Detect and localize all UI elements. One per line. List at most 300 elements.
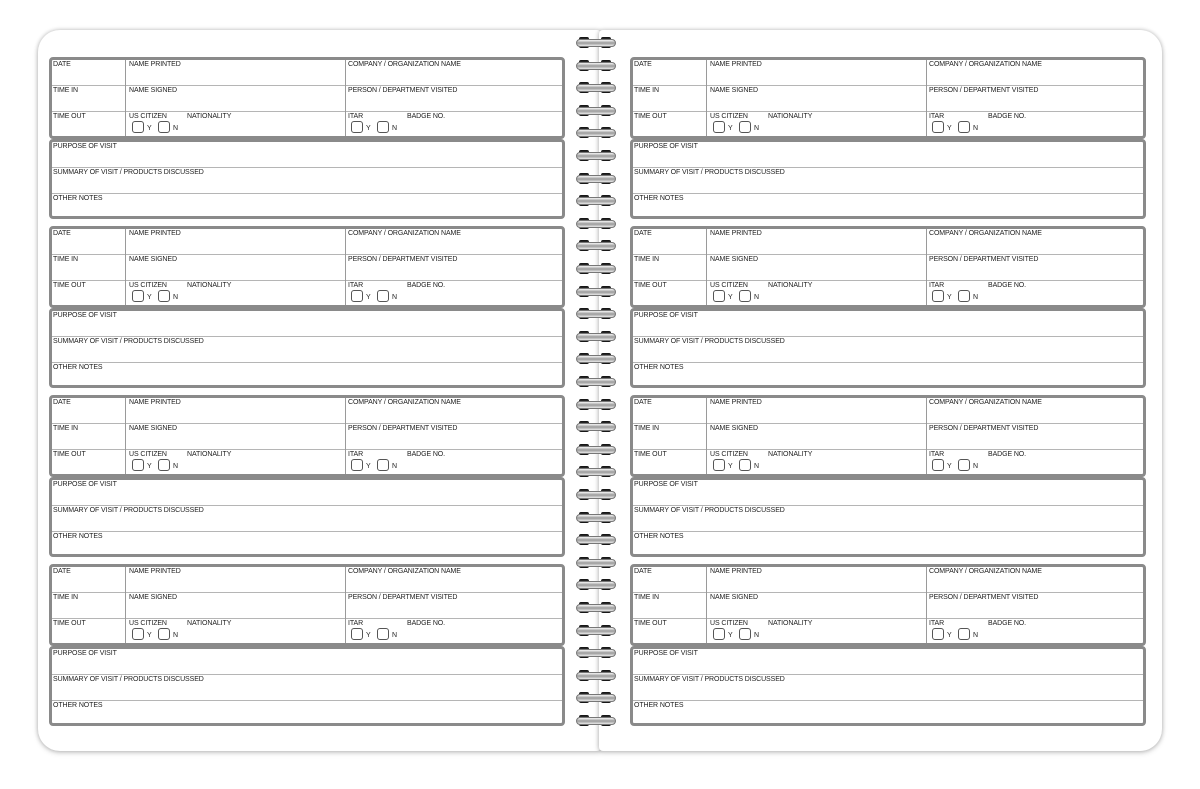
badge-number-label: BADGE NO.	[988, 620, 1026, 627]
company-label: COMPANY / ORGANIZATION NAME	[348, 230, 461, 237]
divider	[52, 449, 125, 450]
nationality-label: NATIONALITY	[768, 451, 813, 458]
divider	[633, 505, 1143, 506]
divider	[707, 449, 926, 450]
itar-label: ITAR	[348, 451, 364, 458]
us-citizen-no-label: N	[754, 632, 759, 639]
company-label: COMPANY / ORGANIZATION NAME	[929, 61, 1042, 68]
person-department-label: PERSON / DEPARTMENT VISITED	[929, 425, 1039, 432]
divider	[927, 449, 1143, 450]
us-citizen-label: US CITIZEN	[129, 620, 167, 627]
summary-of-visit-label: SUMMARY OF VISIT / PRODUCTS DISCUSSED	[53, 676, 204, 683]
divider	[633, 449, 706, 450]
company-label: COMPANY / ORGANIZATION NAME	[929, 568, 1042, 575]
person-department-label: PERSON / DEPARTMENT VISITED	[348, 594, 458, 601]
badge-number-label: BADGE NO.	[988, 113, 1026, 120]
time-out-label: TIME OUT	[634, 620, 667, 627]
date-label: DATE	[53, 61, 71, 68]
visitor-record-left-3	[49, 395, 565, 557]
divider	[706, 567, 707, 643]
divider	[926, 567, 927, 643]
divider	[927, 85, 1143, 86]
itar-label: ITAR	[929, 451, 945, 458]
us-citizen-no-checkbox[interactable]	[158, 121, 170, 133]
itar-no-label: N	[392, 125, 397, 132]
other-notes-label: OTHER NOTES	[53, 364, 103, 371]
divider	[52, 336, 562, 337]
divider	[346, 618, 562, 619]
divider	[345, 229, 346, 305]
divider	[125, 567, 126, 643]
us-citizen-no-checkbox[interactable]	[739, 121, 751, 133]
itar-label: ITAR	[929, 620, 945, 627]
divider	[633, 592, 706, 593]
name-signed-label: NAME SIGNED	[710, 425, 758, 432]
other-notes-label: OTHER NOTES	[53, 195, 103, 202]
time-in-label: TIME IN	[53, 594, 78, 601]
us-citizen-no-label: N	[173, 463, 178, 470]
us-citizen-no-label: N	[754, 463, 759, 470]
name-signed-label: NAME SIGNED	[710, 87, 758, 94]
divider	[926, 229, 927, 305]
spiral-coil	[576, 239, 614, 252]
us-citizen-yes-label: Y	[147, 125, 152, 132]
visitor-identity-section	[49, 57, 565, 139]
us-citizen-no-checkbox[interactable]	[739, 459, 751, 471]
divider	[126, 85, 345, 86]
visitor-identity-section	[630, 57, 1146, 139]
spiral-coil	[576, 285, 614, 298]
spiral-coil	[576, 194, 614, 207]
spiral-coil	[576, 691, 614, 704]
visitor-identity-section	[49, 395, 565, 477]
divider	[633, 423, 706, 424]
badge-number-label: BADGE NO.	[407, 282, 445, 289]
name-printed-label: NAME PRINTED	[129, 399, 181, 406]
time-in-label: TIME IN	[634, 256, 659, 263]
itar-no-checkbox[interactable]	[377, 290, 389, 302]
itar-yes-label: Y	[366, 294, 371, 301]
other-notes-label: OTHER NOTES	[634, 195, 684, 202]
itar-yes-checkbox[interactable]	[932, 628, 944, 640]
date-label: DATE	[53, 399, 71, 406]
itar-no-label: N	[392, 294, 397, 301]
divider	[52, 280, 125, 281]
itar-label: ITAR	[929, 282, 945, 289]
purpose-of-visit-label: PURPOSE OF VISIT	[53, 650, 117, 657]
spiral-coil	[576, 578, 614, 591]
time-in-label: TIME IN	[634, 425, 659, 432]
time-in-label: TIME IN	[53, 256, 78, 263]
itar-no-checkbox[interactable]	[377, 459, 389, 471]
itar-no-checkbox[interactable]	[958, 459, 970, 471]
other-notes-label: OTHER NOTES	[634, 364, 684, 371]
divider	[126, 254, 345, 255]
purpose-of-visit-label: PURPOSE OF VISIT	[53, 481, 117, 488]
purpose-of-visit-label: PURPOSE OF VISIT	[53, 312, 117, 319]
divider	[52, 674, 562, 675]
divider	[633, 362, 1143, 363]
us-citizen-no-label: N	[754, 125, 759, 132]
spiral-coil	[576, 104, 614, 117]
divider	[52, 362, 562, 363]
name-signed-label: NAME SIGNED	[129, 594, 177, 601]
us-citizen-label: US CITIZEN	[129, 113, 167, 120]
divider	[346, 449, 562, 450]
us-citizen-yes-label: Y	[728, 463, 733, 470]
spiral-coil	[576, 375, 614, 388]
us-citizen-no-checkbox[interactable]	[158, 628, 170, 640]
itar-no-checkbox[interactable]	[958, 628, 970, 640]
itar-label: ITAR	[348, 620, 364, 627]
spiral-coil	[576, 601, 614, 614]
visit-details-section	[630, 477, 1146, 557]
us-citizen-no-checkbox[interactable]	[158, 459, 170, 471]
badge-number-label: BADGE NO.	[407, 620, 445, 627]
us-citizen-yes-checkbox[interactable]	[132, 628, 144, 640]
nationality-label: NATIONALITY	[187, 451, 232, 458]
other-notes-label: OTHER NOTES	[634, 702, 684, 709]
us-citizen-yes-checkbox[interactable]	[132, 459, 144, 471]
nationality-label: NATIONALITY	[768, 620, 813, 627]
divider	[345, 60, 346, 136]
purpose-of-visit-label: PURPOSE OF VISIT	[634, 650, 698, 657]
nationality-label: NATIONALITY	[768, 282, 813, 289]
visitor-identity-section	[630, 564, 1146, 646]
divider	[126, 592, 345, 593]
divider	[706, 398, 707, 474]
visit-details-section	[630, 646, 1146, 726]
company-label: COMPANY / ORGANIZATION NAME	[348, 568, 461, 575]
date-label: DATE	[53, 568, 71, 575]
visit-details-section	[630, 308, 1146, 388]
spiral-coil	[576, 149, 614, 162]
itar-no-label: N	[973, 632, 978, 639]
itar-yes-label: Y	[947, 463, 952, 470]
summary-of-visit-label: SUMMARY OF VISIT / PRODUCTS DISCUSSED	[53, 169, 204, 176]
purpose-of-visit-label: PURPOSE OF VISIT	[634, 143, 698, 150]
divider	[52, 254, 125, 255]
divider	[926, 398, 927, 474]
divider	[52, 505, 562, 506]
divider	[52, 618, 125, 619]
itar-yes-checkbox[interactable]	[351, 290, 363, 302]
divider	[706, 229, 707, 305]
divider	[52, 531, 562, 532]
us-citizen-label: US CITIZEN	[710, 282, 748, 289]
visitor-record-right-2	[630, 226, 1146, 388]
purpose-of-visit-label: PURPOSE OF VISIT	[53, 143, 117, 150]
person-department-label: PERSON / DEPARTMENT VISITED	[929, 87, 1039, 94]
itar-yes-checkbox[interactable]	[351, 459, 363, 471]
divider	[126, 449, 345, 450]
time-out-label: TIME OUT	[634, 282, 667, 289]
time-out-label: TIME OUT	[53, 282, 86, 289]
spiral-coil	[576, 217, 614, 230]
purpose-of-visit-label: PURPOSE OF VISIT	[634, 312, 698, 319]
spiral-coil	[576, 352, 614, 365]
date-label: DATE	[53, 230, 71, 237]
itar-no-label: N	[973, 463, 978, 470]
us-citizen-no-label: N	[173, 294, 178, 301]
name-printed-label: NAME PRINTED	[129, 230, 181, 237]
divider	[52, 592, 125, 593]
badge-number-label: BADGE NO.	[407, 451, 445, 458]
time-out-label: TIME OUT	[634, 451, 667, 458]
company-label: COMPANY / ORGANIZATION NAME	[929, 399, 1042, 406]
name-printed-label: NAME PRINTED	[710, 61, 762, 68]
divider	[633, 85, 706, 86]
us-citizen-yes-label: Y	[728, 632, 733, 639]
visitor-record-right-3	[630, 395, 1146, 557]
itar-no-checkbox[interactable]	[958, 121, 970, 133]
summary-of-visit-label: SUMMARY OF VISIT / PRODUCTS DISCUSSED	[634, 507, 785, 514]
spiral-coil	[576, 81, 614, 94]
divider	[707, 618, 926, 619]
spiral-coil	[576, 262, 614, 275]
us-citizen-no-checkbox[interactable]	[739, 628, 751, 640]
summary-of-visit-label: SUMMARY OF VISIT / PRODUCTS DISCUSSED	[53, 338, 204, 345]
date-label: DATE	[634, 399, 652, 406]
divider	[707, 280, 926, 281]
visit-details-section	[49, 139, 565, 219]
divider	[346, 423, 562, 424]
company-label: COMPANY / ORGANIZATION NAME	[348, 399, 461, 406]
spiral-coil	[576, 669, 614, 682]
spiral-coil	[576, 714, 614, 727]
time-in-label: TIME IN	[634, 594, 659, 601]
divider	[707, 254, 926, 255]
visitor-identity-section	[630, 226, 1146, 308]
divider	[126, 618, 345, 619]
itar-label: ITAR	[348, 113, 364, 120]
us-citizen-no-checkbox[interactable]	[158, 290, 170, 302]
divider	[706, 60, 707, 136]
divider	[927, 618, 1143, 619]
summary-of-visit-label: SUMMARY OF VISIT / PRODUCTS DISCUSSED	[634, 338, 785, 345]
us-citizen-no-label: N	[173, 125, 178, 132]
us-citizen-yes-checkbox[interactable]	[132, 290, 144, 302]
spiral-coil	[576, 624, 614, 637]
us-citizen-yes-checkbox[interactable]	[713, 121, 725, 133]
purpose-of-visit-label: PURPOSE OF VISIT	[634, 481, 698, 488]
spiral-coil	[576, 126, 614, 139]
divider	[126, 111, 345, 112]
us-citizen-label: US CITIZEN	[129, 282, 167, 289]
itar-yes-checkbox[interactable]	[351, 121, 363, 133]
itar-yes-label: Y	[366, 463, 371, 470]
spiral-coil	[576, 488, 614, 501]
us-citizen-yes-label: Y	[147, 463, 152, 470]
us-citizen-yes-label: Y	[147, 294, 152, 301]
divider	[633, 700, 1143, 701]
visitor-record-left-4	[49, 564, 565, 726]
itar-no-checkbox[interactable]	[377, 121, 389, 133]
us-citizen-no-checkbox[interactable]	[739, 290, 751, 302]
person-department-label: PERSON / DEPARTMENT VISITED	[348, 425, 458, 432]
name-printed-label: NAME PRINTED	[129, 61, 181, 68]
divider	[633, 111, 706, 112]
itar-no-label: N	[973, 125, 978, 132]
visit-details-section	[630, 139, 1146, 219]
other-notes-label: OTHER NOTES	[634, 533, 684, 540]
divider	[707, 592, 926, 593]
visitor-record-right-1	[630, 57, 1146, 219]
divider	[707, 111, 926, 112]
us-citizen-label: US CITIZEN	[710, 113, 748, 120]
divider	[126, 280, 345, 281]
divider	[52, 700, 562, 701]
nationality-label: NATIONALITY	[187, 282, 232, 289]
itar-no-label: N	[392, 632, 397, 639]
time-in-label: TIME IN	[634, 87, 659, 94]
visitor-identity-section	[49, 226, 565, 308]
time-out-label: TIME OUT	[53, 620, 86, 627]
time-out-label: TIME OUT	[53, 113, 86, 120]
us-citizen-yes-label: Y	[728, 294, 733, 301]
divider	[633, 531, 1143, 532]
summary-of-visit-label: SUMMARY OF VISIT / PRODUCTS DISCUSSED	[53, 507, 204, 514]
company-label: COMPANY / ORGANIZATION NAME	[929, 230, 1042, 237]
spiral-coil	[576, 533, 614, 546]
itar-yes-label: Y	[947, 632, 952, 639]
summary-of-visit-label: SUMMARY OF VISIT / PRODUCTS DISCUSSED	[634, 169, 785, 176]
company-label: COMPANY / ORGANIZATION NAME	[348, 61, 461, 68]
divider	[125, 398, 126, 474]
person-department-label: PERSON / DEPARTMENT VISITED	[929, 594, 1039, 601]
itar-yes-label: Y	[947, 125, 952, 132]
divider	[927, 423, 1143, 424]
time-in-label: TIME IN	[53, 425, 78, 432]
other-notes-label: OTHER NOTES	[53, 702, 103, 709]
name-printed-label: NAME PRINTED	[710, 568, 762, 575]
itar-label: ITAR	[929, 113, 945, 120]
us-citizen-yes-checkbox[interactable]	[132, 121, 144, 133]
divider	[52, 423, 125, 424]
spiral-coil	[576, 398, 614, 411]
divider	[52, 167, 562, 168]
itar-yes-checkbox[interactable]	[932, 290, 944, 302]
divider	[633, 193, 1143, 194]
itar-label: ITAR	[348, 282, 364, 289]
visit-details-section	[49, 308, 565, 388]
itar-no-label: N	[392, 463, 397, 470]
nationality-label: NATIONALITY	[187, 620, 232, 627]
divider	[126, 423, 345, 424]
badge-number-label: BADGE NO.	[407, 113, 445, 120]
name-printed-label: NAME PRINTED	[710, 230, 762, 237]
us-citizen-label: US CITIZEN	[129, 451, 167, 458]
person-department-label: PERSON / DEPARTMENT VISITED	[348, 87, 458, 94]
itar-no-checkbox[interactable]	[958, 290, 970, 302]
name-printed-label: NAME PRINTED	[710, 399, 762, 406]
divider	[633, 336, 1143, 337]
name-signed-label: NAME SIGNED	[710, 256, 758, 263]
divider	[52, 193, 562, 194]
divider	[927, 280, 1143, 281]
divider	[707, 423, 926, 424]
other-notes-label: OTHER NOTES	[53, 533, 103, 540]
name-signed-label: NAME SIGNED	[710, 594, 758, 601]
itar-yes-label: Y	[366, 125, 371, 132]
us-citizen-yes-label: Y	[147, 632, 152, 639]
time-out-label: TIME OUT	[634, 113, 667, 120]
spiral-coil	[576, 465, 614, 478]
spiral-coil	[576, 59, 614, 72]
spiral-coil	[576, 646, 614, 659]
us-citizen-no-label: N	[173, 632, 178, 639]
summary-of-visit-label: SUMMARY OF VISIT / PRODUCTS DISCUSSED	[634, 676, 785, 683]
date-label: DATE	[634, 568, 652, 575]
name-signed-label: NAME SIGNED	[129, 87, 177, 94]
itar-yes-checkbox[interactable]	[932, 121, 944, 133]
divider	[125, 229, 126, 305]
date-label: DATE	[634, 230, 652, 237]
divider	[633, 254, 706, 255]
divider	[927, 592, 1143, 593]
divider	[633, 618, 706, 619]
divider	[52, 111, 125, 112]
divider	[52, 85, 125, 86]
divider	[633, 167, 1143, 168]
visitor-identity-section	[630, 395, 1146, 477]
visitor-identity-section	[49, 564, 565, 646]
divider	[633, 280, 706, 281]
spiral-coil	[576, 443, 614, 456]
divider	[346, 280, 562, 281]
time-out-label: TIME OUT	[53, 451, 86, 458]
us-citizen-yes-checkbox[interactable]	[713, 290, 725, 302]
divider	[707, 85, 926, 86]
us-citizen-label: US CITIZEN	[710, 620, 748, 627]
divider	[927, 254, 1143, 255]
divider	[633, 674, 1143, 675]
spiral-coil	[576, 36, 614, 49]
us-citizen-no-label: N	[754, 294, 759, 301]
time-in-label: TIME IN	[53, 87, 78, 94]
visitor-record-left-1	[49, 57, 565, 219]
us-citizen-yes-label: Y	[728, 125, 733, 132]
nationality-label: NATIONALITY	[768, 113, 813, 120]
itar-yes-checkbox[interactable]	[932, 459, 944, 471]
divider	[345, 567, 346, 643]
us-citizen-yes-checkbox[interactable]	[713, 628, 725, 640]
divider	[345, 398, 346, 474]
date-label: DATE	[634, 61, 652, 68]
itar-no-label: N	[973, 294, 978, 301]
spiral-coil	[576, 556, 614, 569]
itar-yes-label: Y	[947, 294, 952, 301]
itar-no-checkbox[interactable]	[377, 628, 389, 640]
divider	[926, 60, 927, 136]
divider	[346, 111, 562, 112]
spiral-coil	[576, 172, 614, 185]
itar-yes-checkbox[interactable]	[351, 628, 363, 640]
itar-yes-label: Y	[366, 632, 371, 639]
spiral-coil	[576, 511, 614, 524]
visit-details-section	[49, 646, 565, 726]
divider	[125, 60, 126, 136]
visitor-record-right-4	[630, 564, 1146, 726]
divider	[927, 111, 1143, 112]
spiral-coil	[576, 420, 614, 433]
name-signed-label: NAME SIGNED	[129, 425, 177, 432]
divider	[346, 85, 562, 86]
visitor-record-left-2	[49, 226, 565, 388]
spiral-binding	[574, 30, 616, 751]
us-citizen-yes-checkbox[interactable]	[713, 459, 725, 471]
badge-number-label: BADGE NO.	[988, 282, 1026, 289]
